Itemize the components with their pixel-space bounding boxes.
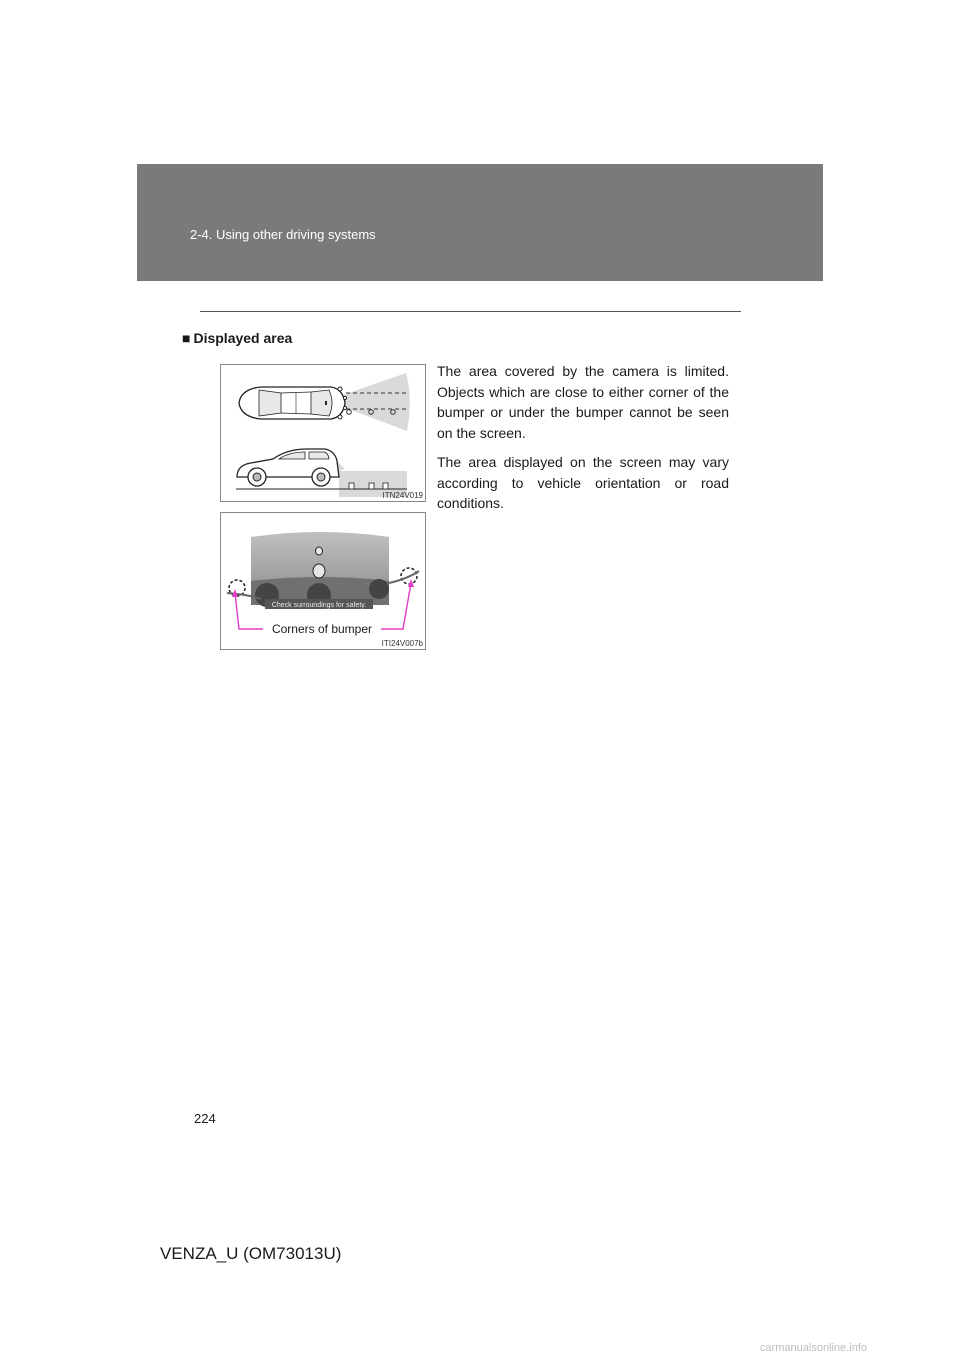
page-header: [137, 164, 823, 281]
square-bullet-icon: ■: [182, 330, 191, 346]
document-footer: VENZA_U (OM73013U): [160, 1244, 342, 1263]
watermark: carmanualsonline.info: [760, 1342, 868, 1354]
screen-view-illustration: [221, 513, 425, 649]
screen-message: Check surroundings for safety.: [271, 602, 367, 609]
section-title-text: Displayed area: [193, 330, 293, 346]
section-divider: [200, 311, 741, 312]
section-heading: [182, 330, 292, 346]
body-text: [437, 361, 729, 523]
car-top-view-icon: [239, 387, 347, 419]
paragraph-display-variation: The area displayed on the screen may vary according to vehicle orientation or road conditions.: [437, 454, 729, 511]
car-side-view-icon: [237, 449, 339, 486]
callout-label: Corners of bumper: [271, 622, 373, 636]
screen-view-figure: [220, 512, 426, 650]
section-breadcrumb: 2-4. Using other driving systems: [190, 227, 376, 242]
paragraph-camera-limits: The area covered by the camera is limited. Objects which are close to either corner of the bumper or under the bumper cannot be seen on the screen.: [437, 363, 729, 441]
figure-code: ITN24V019: [382, 491, 423, 500]
page-number: 224: [194, 1111, 216, 1126]
coverage-area-top: [343, 373, 410, 431]
figure-code: ITI24V007b: [381, 639, 423, 648]
camera-coverage-illustration: [221, 365, 425, 501]
camera-coverage-figure: [220, 364, 426, 502]
